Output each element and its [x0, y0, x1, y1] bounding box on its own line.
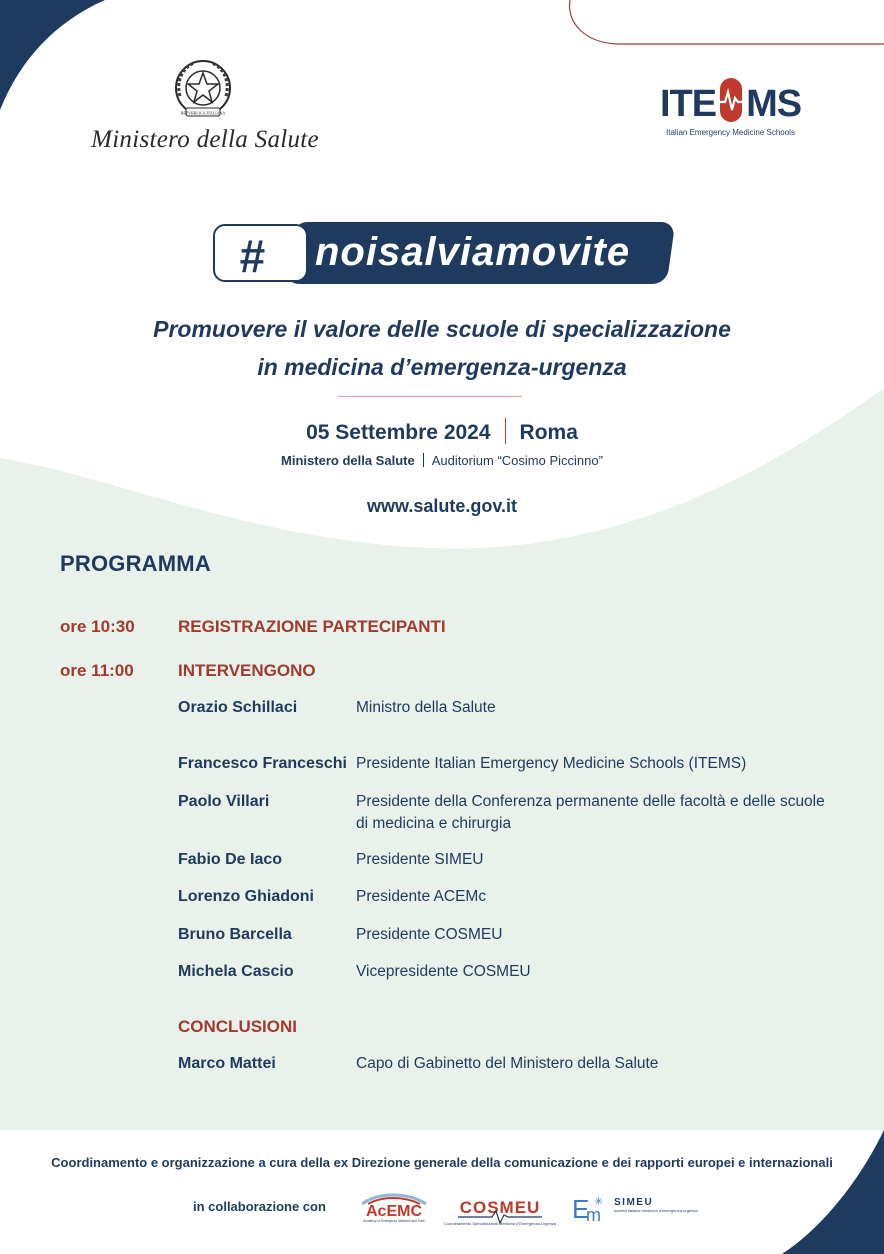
speaker-role: Presidente COSMEU	[356, 926, 503, 943]
venue-org: Ministero della Salute	[281, 453, 415, 468]
items-tagline: Italian Emergency Medicine Schools	[666, 128, 795, 137]
speaker-role: Ministro della Salute	[356, 699, 496, 716]
speaker-role: Presidente Italian Emergency Medicine Schools (ITEMS)	[356, 755, 747, 772]
ministry-name: Ministero della Salute	[91, 126, 319, 153]
simeu-name: SIMEU	[614, 1197, 654, 1208]
ecg-capsule-icon	[717, 78, 745, 122]
top-right-curve	[569, 0, 884, 44]
acemc-tagline: Academy of Emergency Medicine and Care	[363, 1219, 425, 1223]
cosmeu-tagline: Coordinamento Specializzandi Medicina d’Emergenza-Urgenza	[443, 1221, 557, 1226]
divider	[338, 396, 522, 397]
date-separator	[505, 418, 506, 444]
conclusions-speaker-name: Marco Mattei	[178, 1055, 276, 1072]
speaker-name: Bruno Barcella	[178, 926, 292, 943]
slot-label-2: INTERVENGONO	[178, 661, 316, 680]
website-link[interactable]: www.salute.gov.it	[366, 496, 518, 516]
speaker-role: Presidente SIMEU	[356, 851, 484, 868]
emblem-ribbon-text: REPVBBLICA ITALIANA	[180, 110, 226, 116]
simeu-em-mark: E	[572, 1194, 590, 1224]
italian-republic-emblem-icon	[172, 58, 234, 124]
simeu-tagline: società italiana medicina d’emergenza-urgenza	[614, 1208, 698, 1213]
speaker-name: Orazio Schillaci	[178, 699, 298, 716]
conclusions-label: CONCLUSIONI	[178, 1017, 297, 1036]
speaker-name: Lorenzo Ghiadoni	[178, 888, 314, 905]
speaker-name: Paolo Villari	[178, 793, 270, 810]
speaker-role: Presidente ACEMc	[356, 888, 487, 905]
speaker-role: Vicepresidente COSMEU	[356, 963, 531, 980]
bottom-right-navy-corner	[782, 1130, 884, 1254]
cosmeu-logo	[443, 1196, 557, 1236]
cosmeu-name: COSMEU	[459, 1198, 541, 1217]
collab-label: in collaborazione con	[193, 1199, 326, 1214]
simeu-m-mark: m	[586, 1205, 601, 1225]
event-date-line	[0, 418, 884, 445]
speaker-name: Francesco Franceschi	[178, 755, 347, 772]
speaker-name: Michela Cascio	[178, 963, 294, 980]
ministry-logo	[80, 58, 330, 158]
subtitle-line-1: Promuovere il valore delle scuole di specializzazione	[153, 316, 731, 342]
items-logo-it: ITE	[660, 83, 717, 125]
conclusions-speaker-role: Capo di Gabinetto del Ministero della Salute	[356, 1055, 659, 1072]
slot-time-2: ore 11:00	[60, 661, 134, 680]
speaker-name: Fabio De Iaco	[178, 851, 283, 868]
subtitle-line-2: in medicina d’emergenza-urgenza	[257, 354, 627, 380]
slot-label-1: REGISTRAZIONE PARTECIPANTI	[178, 617, 446, 636]
event-venue-line	[0, 453, 884, 468]
slot-time-1: ore 10:30	[60, 617, 135, 636]
items-logo	[650, 78, 820, 142]
items-logo-ms: MS	[746, 83, 802, 125]
simeu-logo	[572, 1194, 698, 1225]
acemc-name: AcEMC	[365, 1203, 423, 1220]
hashtag-symbol-box	[213, 224, 308, 282]
venue-room: Auditorium “Cosimo Piccinno”	[431, 453, 603, 468]
hashtag-banner	[213, 222, 673, 284]
items-logo-word	[660, 78, 801, 126]
event-city: Roma	[519, 421, 578, 444]
footer-note: Coordinamento e organizzazione a cura della ex Direzione generale della comunicazione e dei rapporti europei e internazionali	[51, 1155, 833, 1170]
venue-separator	[423, 453, 424, 467]
event-date: 05 Settembre 2024	[306, 421, 491, 444]
speaker-role: Presidente della Conferenza permanente delle facoltà e delle scuole di medicina e chirurgia	[356, 793, 825, 832]
programma-title: PROGRAMMA	[60, 551, 211, 576]
simeu-star-icon: ✳	[594, 1195, 604, 1208]
acemc-logo	[348, 1190, 440, 1224]
hash-symbol: #	[239, 230, 265, 282]
event-subtitle	[0, 310, 884, 386]
hashtag-text: noisalviamovite	[315, 230, 631, 274]
